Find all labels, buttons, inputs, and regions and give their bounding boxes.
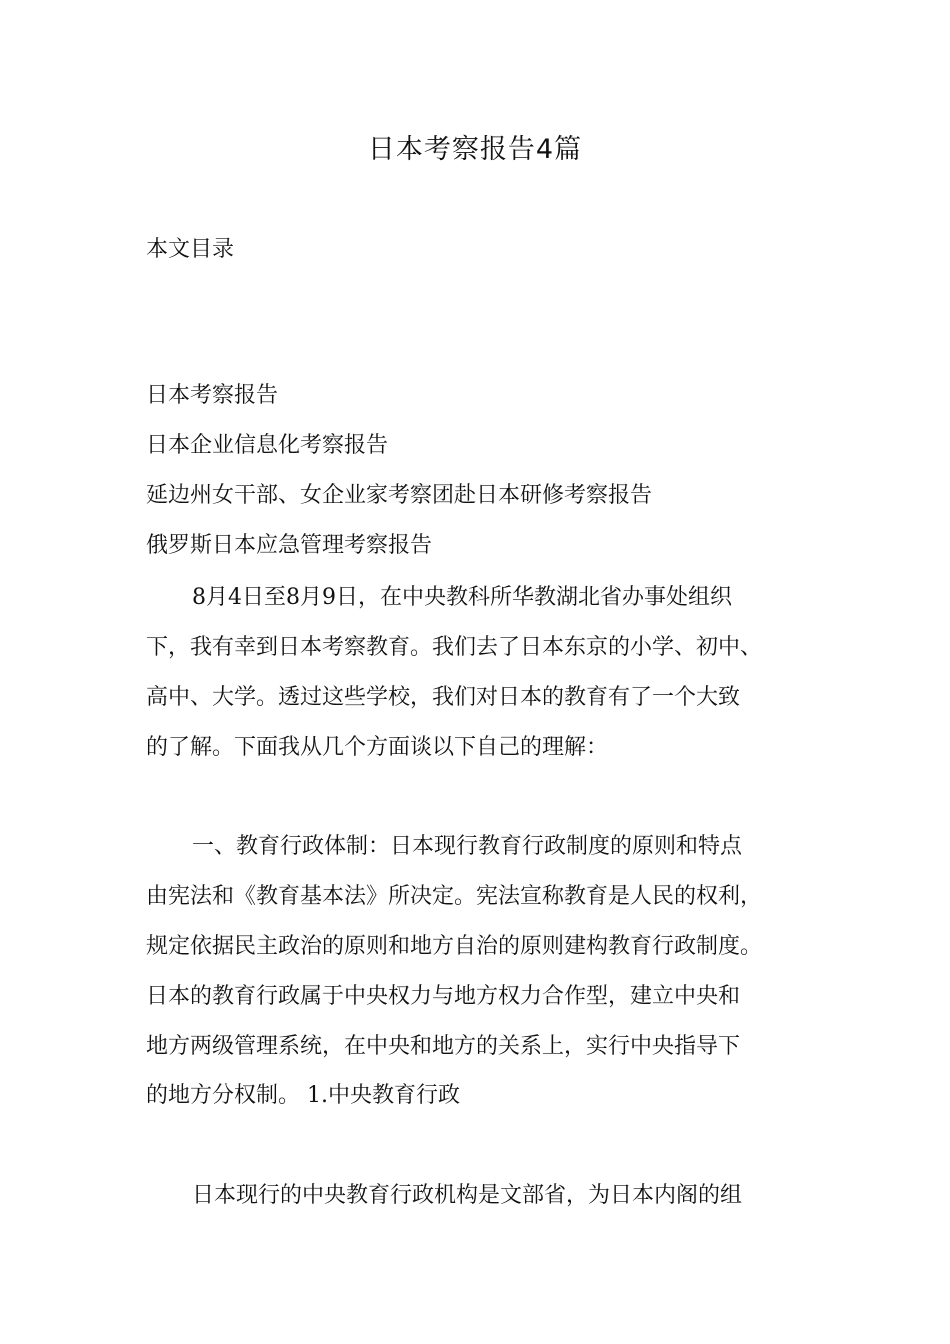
- paragraph-2-line: 的地方分权制。 1.中央教育行政: [146, 1083, 460, 1108]
- toc-item[interactable]: 日本企业信息化考察报告: [146, 433, 389, 458]
- paragraph-1-line: 下，我有幸到日本考察教育。我们去了日本东京的小学、初中、: [146, 635, 763, 660]
- paragraph-1-line: 高中、大学。透过这些学校，我们对日本的教育有了一个大致: [146, 685, 741, 710]
- paragraph-2-line: 由宪法和《教育基本法》所决定。宪法宣称教育是人民的权利，: [146, 884, 763, 909]
- paragraph-3-line: 日本现行的中央教育行政机构是文部省，为日本内阁的组: [192, 1183, 743, 1208]
- paragraph-2-line: 一、教育行政体制：日本现行教育行政制度的原则和特点: [192, 834, 743, 859]
- toc-item[interactable]: 日本考察报告: [146, 383, 279, 408]
- document-title: 日本考察报告4篇: [367, 134, 583, 165]
- toc-item[interactable]: 延边州女干部、女企业家考察团赴日本研修考察报告: [146, 483, 653, 508]
- paragraph-2-line: 日本的教育行政属于中央权力与地方权力合作型，建立中央和: [146, 984, 741, 1009]
- toc-heading: 本文目录: [146, 237, 235, 262]
- paragraph-2-line: 地方两级管理系统，在中央和地方的关系上，实行中央指导下: [146, 1034, 741, 1059]
- toc-item[interactable]: 俄罗斯日本应急管理考察报告: [146, 533, 433, 558]
- table-of-contents: [146, 380, 846, 580]
- paragraph-1-line: 的了解。下面我从几个方面谈以下自己的理解：: [146, 735, 609, 760]
- paragraph-2-line: 规定依据民主政治的原则和地方自治的原则建构教育行政制度。: [146, 934, 763, 959]
- paragraph-1-line: 8月4日至8月9日，在中央教科所华教湖北省办事处组织: [192, 585, 732, 610]
